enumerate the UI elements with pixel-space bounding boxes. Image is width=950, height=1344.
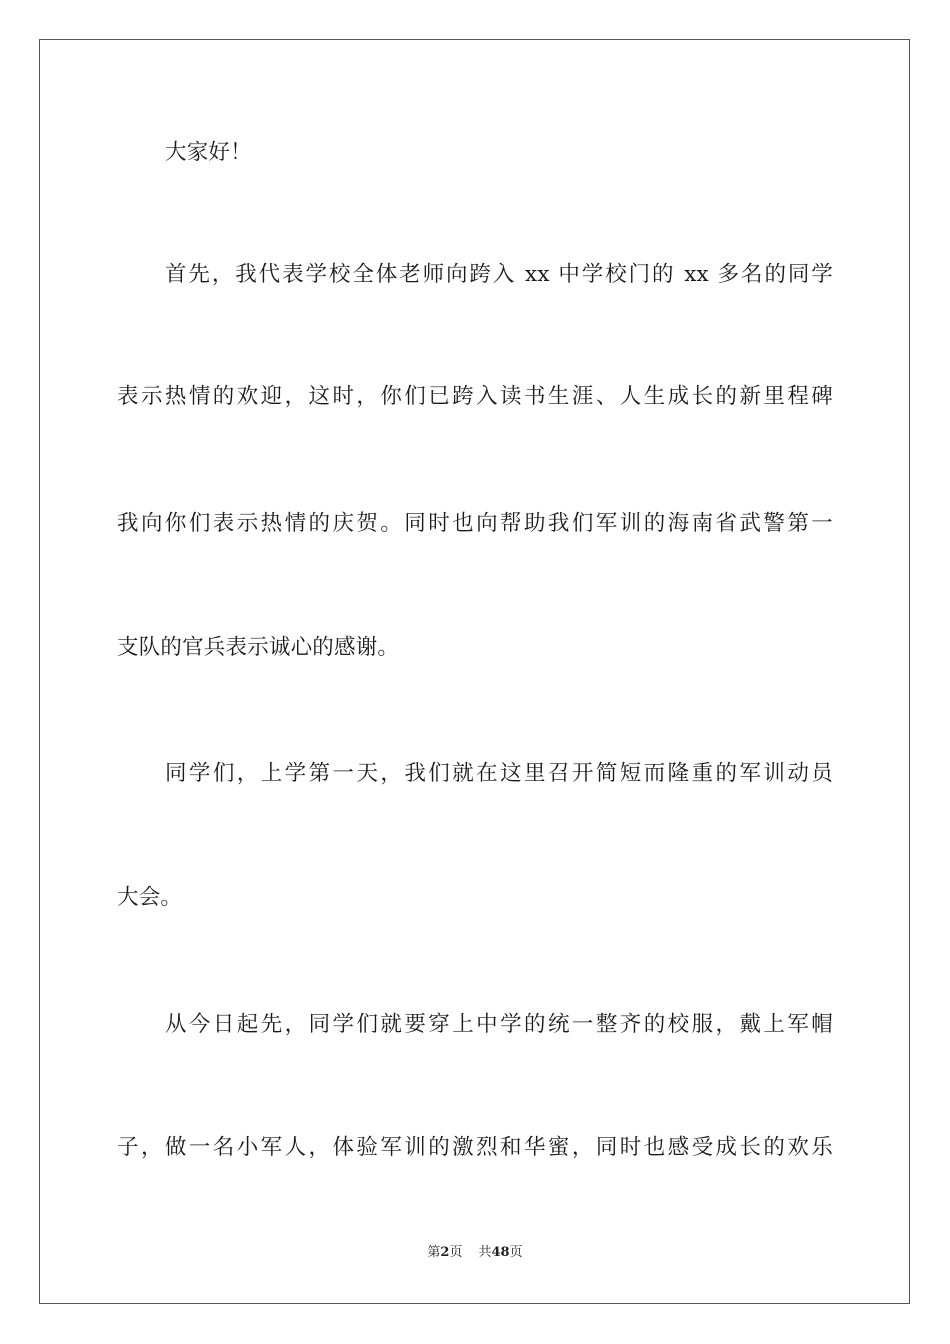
text-line: 我向你们表示热情的庆贺。同时也向帮助我们军训的海南省武警第一 bbox=[117, 511, 833, 536]
text-line-greeting: 大家好！ bbox=[165, 140, 252, 165]
text-line: 支队的官兵表示诚心的感谢。 bbox=[117, 635, 400, 660]
text-line: 首先，我代表学校全体老师向跨入 xx 中学校门的 xx 多名的同学 bbox=[165, 262, 833, 287]
page-border bbox=[39, 39, 910, 1304]
text-line: 大会。 bbox=[117, 885, 183, 910]
text-line: 从今日起先，同学们就要穿上中学的统一整齐的校服，戴上军帽 bbox=[165, 1012, 833, 1037]
text-line: 表示热情的欢迎，这时，你们已跨入读书生涯、人生成长的新里程碑 bbox=[117, 384, 833, 409]
page-number-label: 第2页 bbox=[427, 1245, 463, 1260]
text-line: 同学们，上学第一天，我们就在这里召开简短而隆重的军训动员 bbox=[165, 761, 833, 786]
page-total-label: 共48页 bbox=[478, 1245, 523, 1260]
text-line: 子，做一名小军人，体验军训的激烈和华蜜，同时也感受成长的欢乐 bbox=[117, 1135, 833, 1160]
page-footer bbox=[0, 1243, 950, 1263]
